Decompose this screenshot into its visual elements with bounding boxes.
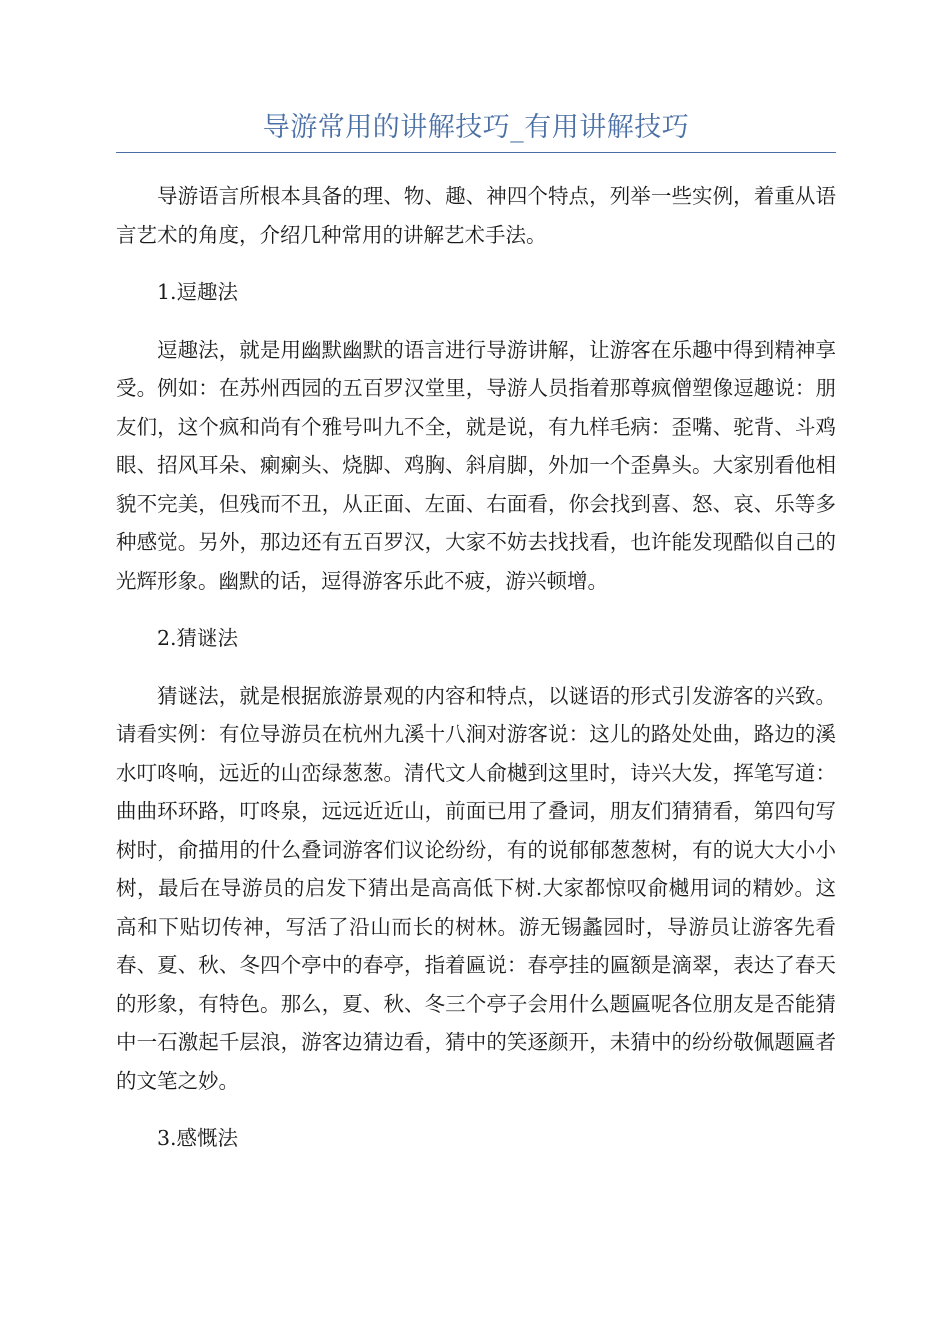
section-heading-3: 3.感慨法 [157, 1126, 239, 1150]
section-body-2: 猜谜法，就是根据旅游景观的内容和特点，以谜语的形式引发游客的兴致。请看实例：有位导游员在杭州九溪十八涧对游客说：这儿的路处处曲，路边的溪水叮咚响，远近的山峦绿葱葱。清代文人俞樾到这里时，诗兴大发，挥笔写道：曲曲环环路，叮咚泉，远远近近山，前面已用了叠词，朋友们猜猜看，第四句写树时，俞描用的什么叠词游客们议论纷纷，有的说郁郁葱葱树，有的说大大小小树，最后在导游员的启发下猜出是高高低下树.大家都惊叹俞樾用词的精妙。这高和下贴切传神，写活了沿山而长的树林。游无锡蠡园时，导游员让游客先看春、夏、秋、冬四个亭中的春亭，指着匾说：春亭挂的匾额是滴翠，表达了春天的形象，有特色。那么，夏、秋、冬三个亭子会用什么题匾呢各位朋友是否能猜中一石激起千层浪，游客边猜边看，猜中的笑逐颜开，未猜中的纷纷敬佩题匾者的文笔之妙。 [116, 683, 836, 1093]
document-page [116, 108, 836, 1177]
section-body-1: 逗趣法，就是用幽默幽默的语言进行导游讲解，让游客在乐趣中得到精神享受。例如：在苏州西园的五百罗汉堂里，导游人员指着那尊疯僧塑像逗趣说：朋友们，这个疯和尚有个雅号叫九不全，就是说，有九样毛病：歪嘴、驼背、斗鸡眼、招风耳朵、瘌瘌头、烧脚、鸡胸、斜肩脚，外加一个歪鼻头。大家别看他相貌不完美，但残而不丑，从正面、左面、右面看，你会找到喜、怒、哀、乐等多种感觉。另外，那边还有五百罗汉，大家不妨去找找看，也许能发现酷似自己的光辉形象。幽默的话，逗得游客乐此不疲，游兴顿增。 [116, 337, 836, 593]
intro-paragraph: 导游语言所根本具备的理、物、趣、神四个特点，列举一些实例，着重从语言艺术的角度，介绍几种常用的讲解艺术手法。 [116, 184, 836, 247]
document-title: 导游常用的讲解技巧_有用讲解技巧 [116, 108, 836, 153]
section-heading-2: 2.猜谜法 [157, 626, 239, 650]
section-heading-1: 1.逗趣法 [157, 280, 239, 304]
document-body [116, 177, 836, 1158]
